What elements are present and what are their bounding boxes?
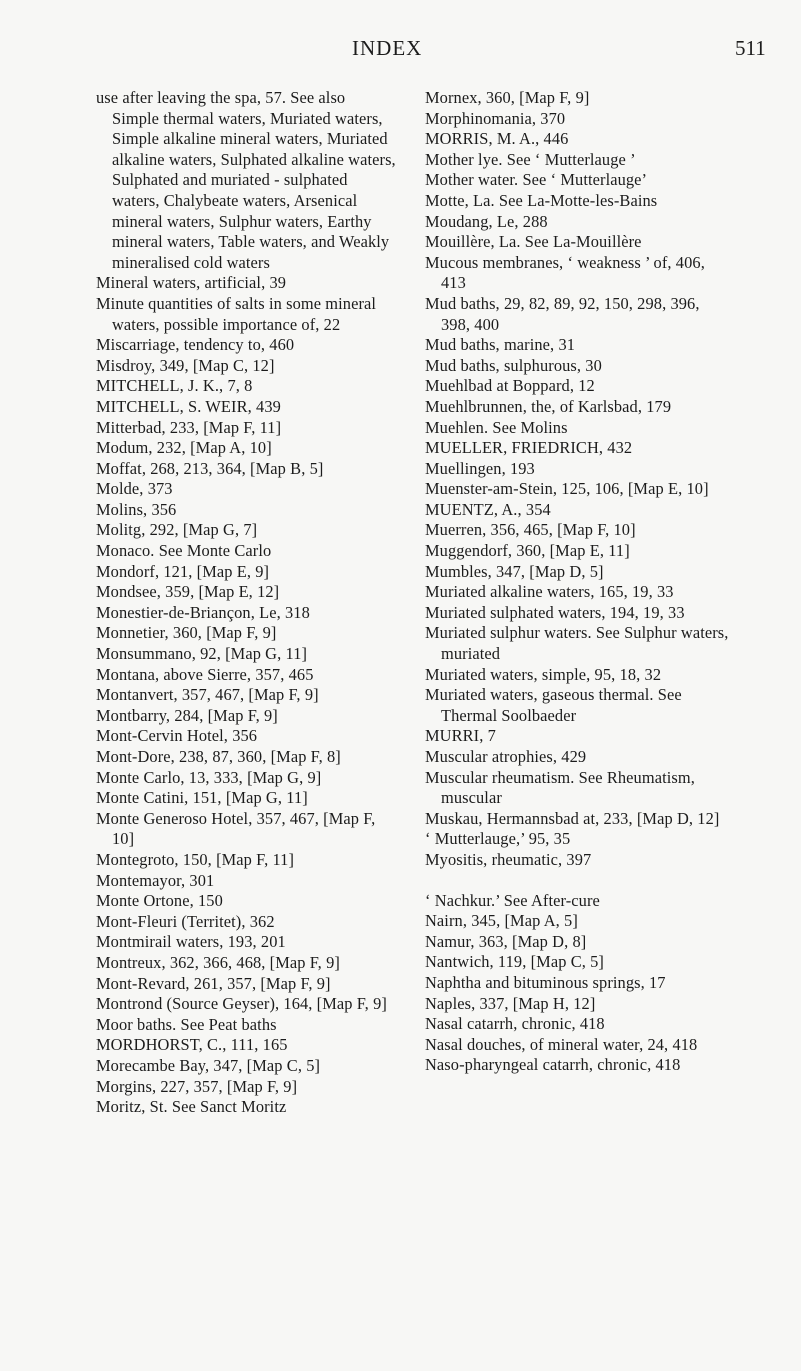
index-entry: MUELLER, FRIEDRICH, 432 [425, 438, 633, 458]
index-entry: Monnetier, 360, [Map F, 9] [96, 623, 277, 643]
index-entry: Montemayor, 301 [96, 870, 215, 890]
index-entry: Muriated sulphur waters. See Sulphur waters, muriated [425, 623, 729, 664]
index-entry: Minute quantities of salts in some mineral waters, possible importance of, 22 [96, 293, 377, 334]
index-entry: Naso-pharyngeal catarrh, chronic, 418 [425, 1055, 681, 1075]
index-entry: Morphinomania, 370 [425, 108, 566, 128]
index-entry: Morgins, 227, 357, [Map F, 9] [96, 1076, 298, 1096]
index-entry: Montrond (Source Geyser), 164, [Map F, 9] [96, 994, 387, 1014]
index-entry: Monte Ortone, 150 [96, 891, 223, 911]
index-entry: Moritz, St. See Sanct Moritz [96, 1097, 287, 1117]
index-entry: Mucous membranes, ‘ weakness ’ of, 406, 413 [425, 252, 705, 293]
index-entry: Moudang, Le, 288 [425, 211, 548, 231]
page-header [0, 36, 801, 70]
index-entry: Mont-Cervin Hotel, 356 [96, 726, 258, 746]
index-entry: Naphtha and bituminous springs, 17 [425, 972, 666, 992]
index-entry: Morecambe Bay, 347, [Map C, 5] [96, 1055, 321, 1075]
index-entry: Mineral waters, artificial, 39 [96, 273, 287, 293]
index-entry: Muriated waters, simple, 95, 18, 32 [425, 664, 662, 684]
index-entry: Myositis, rheumatic, 397 [425, 849, 592, 869]
index-entry: Muriated waters, gaseous thermal. See Thermal Soolbaeder [425, 685, 682, 725]
index-entry: Mother water. See ‘ Mutterlauge’ [425, 170, 648, 190]
index-entry: Muriated alkaline waters, 165, 19, 33 [425, 582, 674, 602]
index-entry: Muscular rheumatism. See Rheumatism, muscular [425, 767, 695, 808]
index-entry: ‘ Mutterlauge,’ 95, 35 [425, 829, 571, 849]
index-entry: MURRI, 7 [425, 726, 496, 746]
index-entry: Mother lye. See ‘ Mutterlauge ’ [425, 149, 636, 169]
index-entry: Moor baths. See Peat baths [96, 1014, 277, 1034]
index-entry: Nantwich, 119, [Map C, 5] [425, 952, 604, 972]
index-entry: Monsummano, 92, [Map G, 11] [96, 644, 308, 664]
index-entry: Namur, 363, [Map D, 8] [425, 931, 587, 951]
index-entry: Muriated sulphated waters, 194, 19, 33 [425, 602, 685, 622]
index-entry: Misdroy, 349, [Map C, 12] [96, 355, 275, 375]
index-entry: Mumbles, 347, [Map D, 5] [425, 561, 604, 581]
index-entry: Moffat, 268, 213, 364, [Map B, 5] [96, 458, 324, 478]
page-number: 511 [735, 36, 766, 60]
index-entry: Mont-Revard, 261, 357, [Map F, 9] [96, 973, 331, 993]
index-entry: Montana, above Sierre, 357, 465 [96, 664, 314, 684]
index-entry: Montanvert, 357, 467, [Map F, 9] [96, 685, 319, 705]
index-entry: Muerren, 356, 465, [Map F, 10] [425, 520, 636, 540]
index-entry: Mont-Fleuri (Territet), 362 [96, 911, 275, 931]
index-entry: Mondorf, 121, [Map E, 9] [96, 561, 270, 581]
index-entry: Molde, 373 [96, 479, 173, 499]
index-entry: Muenster-am-Stein, 125, 106, [Map E, 10] [425, 479, 709, 499]
index-entry: Montreux, 362, 366, 468, [Map F, 9] [96, 952, 340, 972]
index-entry: Muggendorf, 360, [Map E, 11] [425, 541, 630, 561]
index-entry: Nasal douches, of mineral water, 24, 418 [425, 1034, 698, 1054]
index-entry: Muehlbrunnen, the, of Karlsbad, 179 [425, 396, 672, 416]
index-entry: ‘ Nachkur.’ See After-cure [425, 890, 600, 910]
index-entry: Montbarry, 284, [Map F, 9] [96, 705, 278, 725]
index-entry: MITCHELL, J. K., 7, 8 [96, 376, 253, 396]
index-entry: Monte Generoso Hotel, 357, 467, [Map F, 10] [96, 808, 376, 849]
index-entry: use after leaving the spa, 57. See also Simple thermal waters, Muriated waters, Simple alkaline mineral waters, Muriated alkaline waters, Sulphated alkaline waters, Sulphated and muriated - sulphated waters, Chalybeate waters, Arsenical mineral waters, Sulphur waters, Earthy mineral waters, Table waters, and Weakly mineralised cold waters [96, 88, 396, 272]
index-entry: Monte Carlo, 13, 333, [Map G, 9] [96, 767, 322, 787]
index-entry: Mitterbad, 233, [Map F, 11] [96, 417, 282, 437]
index-entry: Nasal catarrh, chronic, 418 [425, 1014, 605, 1034]
running-title: INDEX [352, 36, 423, 60]
index-entry: Muellingen, 193 [425, 458, 535, 478]
index-entry: Muscular atrophies, 429 [425, 747, 587, 766]
index-entry: Montegroto, 150, [Map F, 11] [96, 849, 295, 869]
index-entry: Muehlbad at Boppard, 12 [425, 376, 595, 396]
index-entry: Muehlen. See Molins [425, 417, 568, 437]
index-entry: Mud baths, 29, 82, 89, 92, 150, 298, 396, 398, 400 [425, 293, 700, 334]
index-entry: Motte, La. See La-Motte-les-Bains [425, 190, 658, 210]
index-entry: Mud baths, marine, 31 [425, 335, 576, 355]
index-entry: Molins, 356 [96, 499, 177, 519]
index-entry: Naples, 337, [Map H, 12] [425, 993, 596, 1013]
index-entry: MORRIS, M. A., 446 [425, 129, 569, 149]
index-entry: Mud baths, sulphurous, 30 [425, 355, 602, 375]
index-entry: MITCHELL, S. WEIR, 439 [96, 396, 281, 416]
index-entry: Mornex, 360, [Map F, 9] [425, 88, 590, 107]
index-column-right [425, 88, 730, 1076]
index-entry: MORDHORST, C., 111, 165 [96, 1035, 288, 1055]
index-entry: Molitg, 292, [Map G, 7] [96, 520, 258, 540]
index-entry: MUENTZ, A., 354 [425, 499, 551, 519]
index-entry: Muskau, Hermannsbad at, 233, [Map D, 12] [425, 808, 720, 828]
index-entry: Miscarriage, tendency to, 460 [96, 335, 295, 355]
index-entry: Mouillère, La. See La-Mouillère [425, 232, 642, 252]
index-entry: Monaco. See Monte Carlo [96, 541, 272, 561]
index-entry: Nairn, 345, [Map A, 5] [425, 911, 578, 931]
index-entry: Monestier-de-Briançon, Le, 318 [96, 602, 310, 622]
index-entry: Montmirail waters, 193, 201 [96, 932, 286, 952]
index-column-left [96, 88, 396, 1118]
index-entry: Modum, 232, [Map A, 10] [96, 438, 272, 458]
index-entry: Mont-Dore, 238, 87, 360, [Map F, 8] [96, 747, 341, 766]
index-entry: Mondsee, 359, [Map E, 12] [96, 582, 280, 602]
index-entry: Monte Catini, 151, [Map G, 11] [96, 788, 308, 808]
